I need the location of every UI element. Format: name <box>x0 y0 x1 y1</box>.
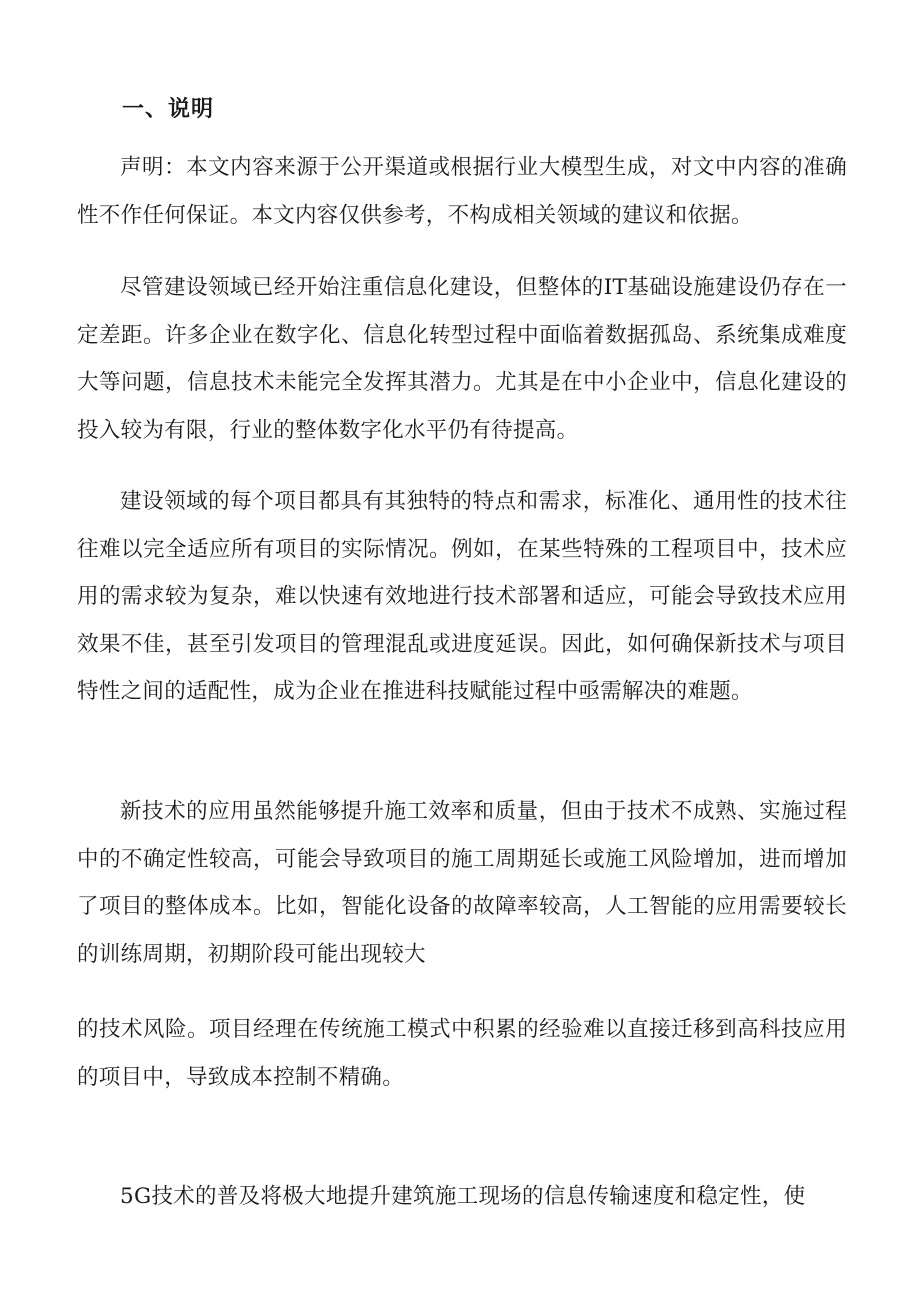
body-paragraph: 尽管建设领域已经开始注重信息化建设，但整体的IT基础设施建设仍存在一定差距。许多企业在数字化、信息化转型过程中面临着数据孤岛、系统集成难度大等问题，信息技术未能完全发挥其潜力。尤其是在中小企业中，信息化建设的投入较为有限，行业的整体数字化水平仍有待提高。 <box>77 275 847 443</box>
body-paragraph-continuation: 的技术风险。项目经理在传统施工模式中积累的经验难以直接迁移到高科技应用的项目中，导致成本控制不精确。 <box>77 1017 847 1090</box>
disclaimer-paragraph: 声明：本文内容来源于公开渠道或根据行业大模型生成，对文中内容的准确性不作任何保证。本文内容仅供参考，不构成相关领域的建议和依据。 <box>77 155 847 228</box>
body-paragraph: 5G技术的普及将极大地提升建筑施工现场的信息传输速度和稳定性，使 <box>120 1184 806 1209</box>
body-paragraph: 建设领域的每个项目都具有其独特的特点和需求，标准化、通用性的技术往往难以完全适应所有项目的实际情况。例如，在某些特殊的工程项目中，技术应用的需求较为复杂，难以快速有效地进行技术部署和适应，可能会导致技术应用效果不佳，甚至引发项目的管理混乱或进度延误。因此，如何确保新技术与项目特性之间的适配性，成为企业在推进科技赋能过程中亟需解决的难题。 <box>77 489 847 704</box>
body-paragraph: 新技术的应用虽然能够提升施工效率和质量，但由于技术不成熟、实施过程中的不确定性较高，可能会导致项目的施工周期延长或施工风险增加，进而增加了项目的整体成本。比如，智能化设备的故障率较高，人工智能的应用需要较长的训练周期，初期阶段可能出现较大 <box>77 799 847 967</box>
section-heading: 一、说明 <box>122 96 215 122</box>
